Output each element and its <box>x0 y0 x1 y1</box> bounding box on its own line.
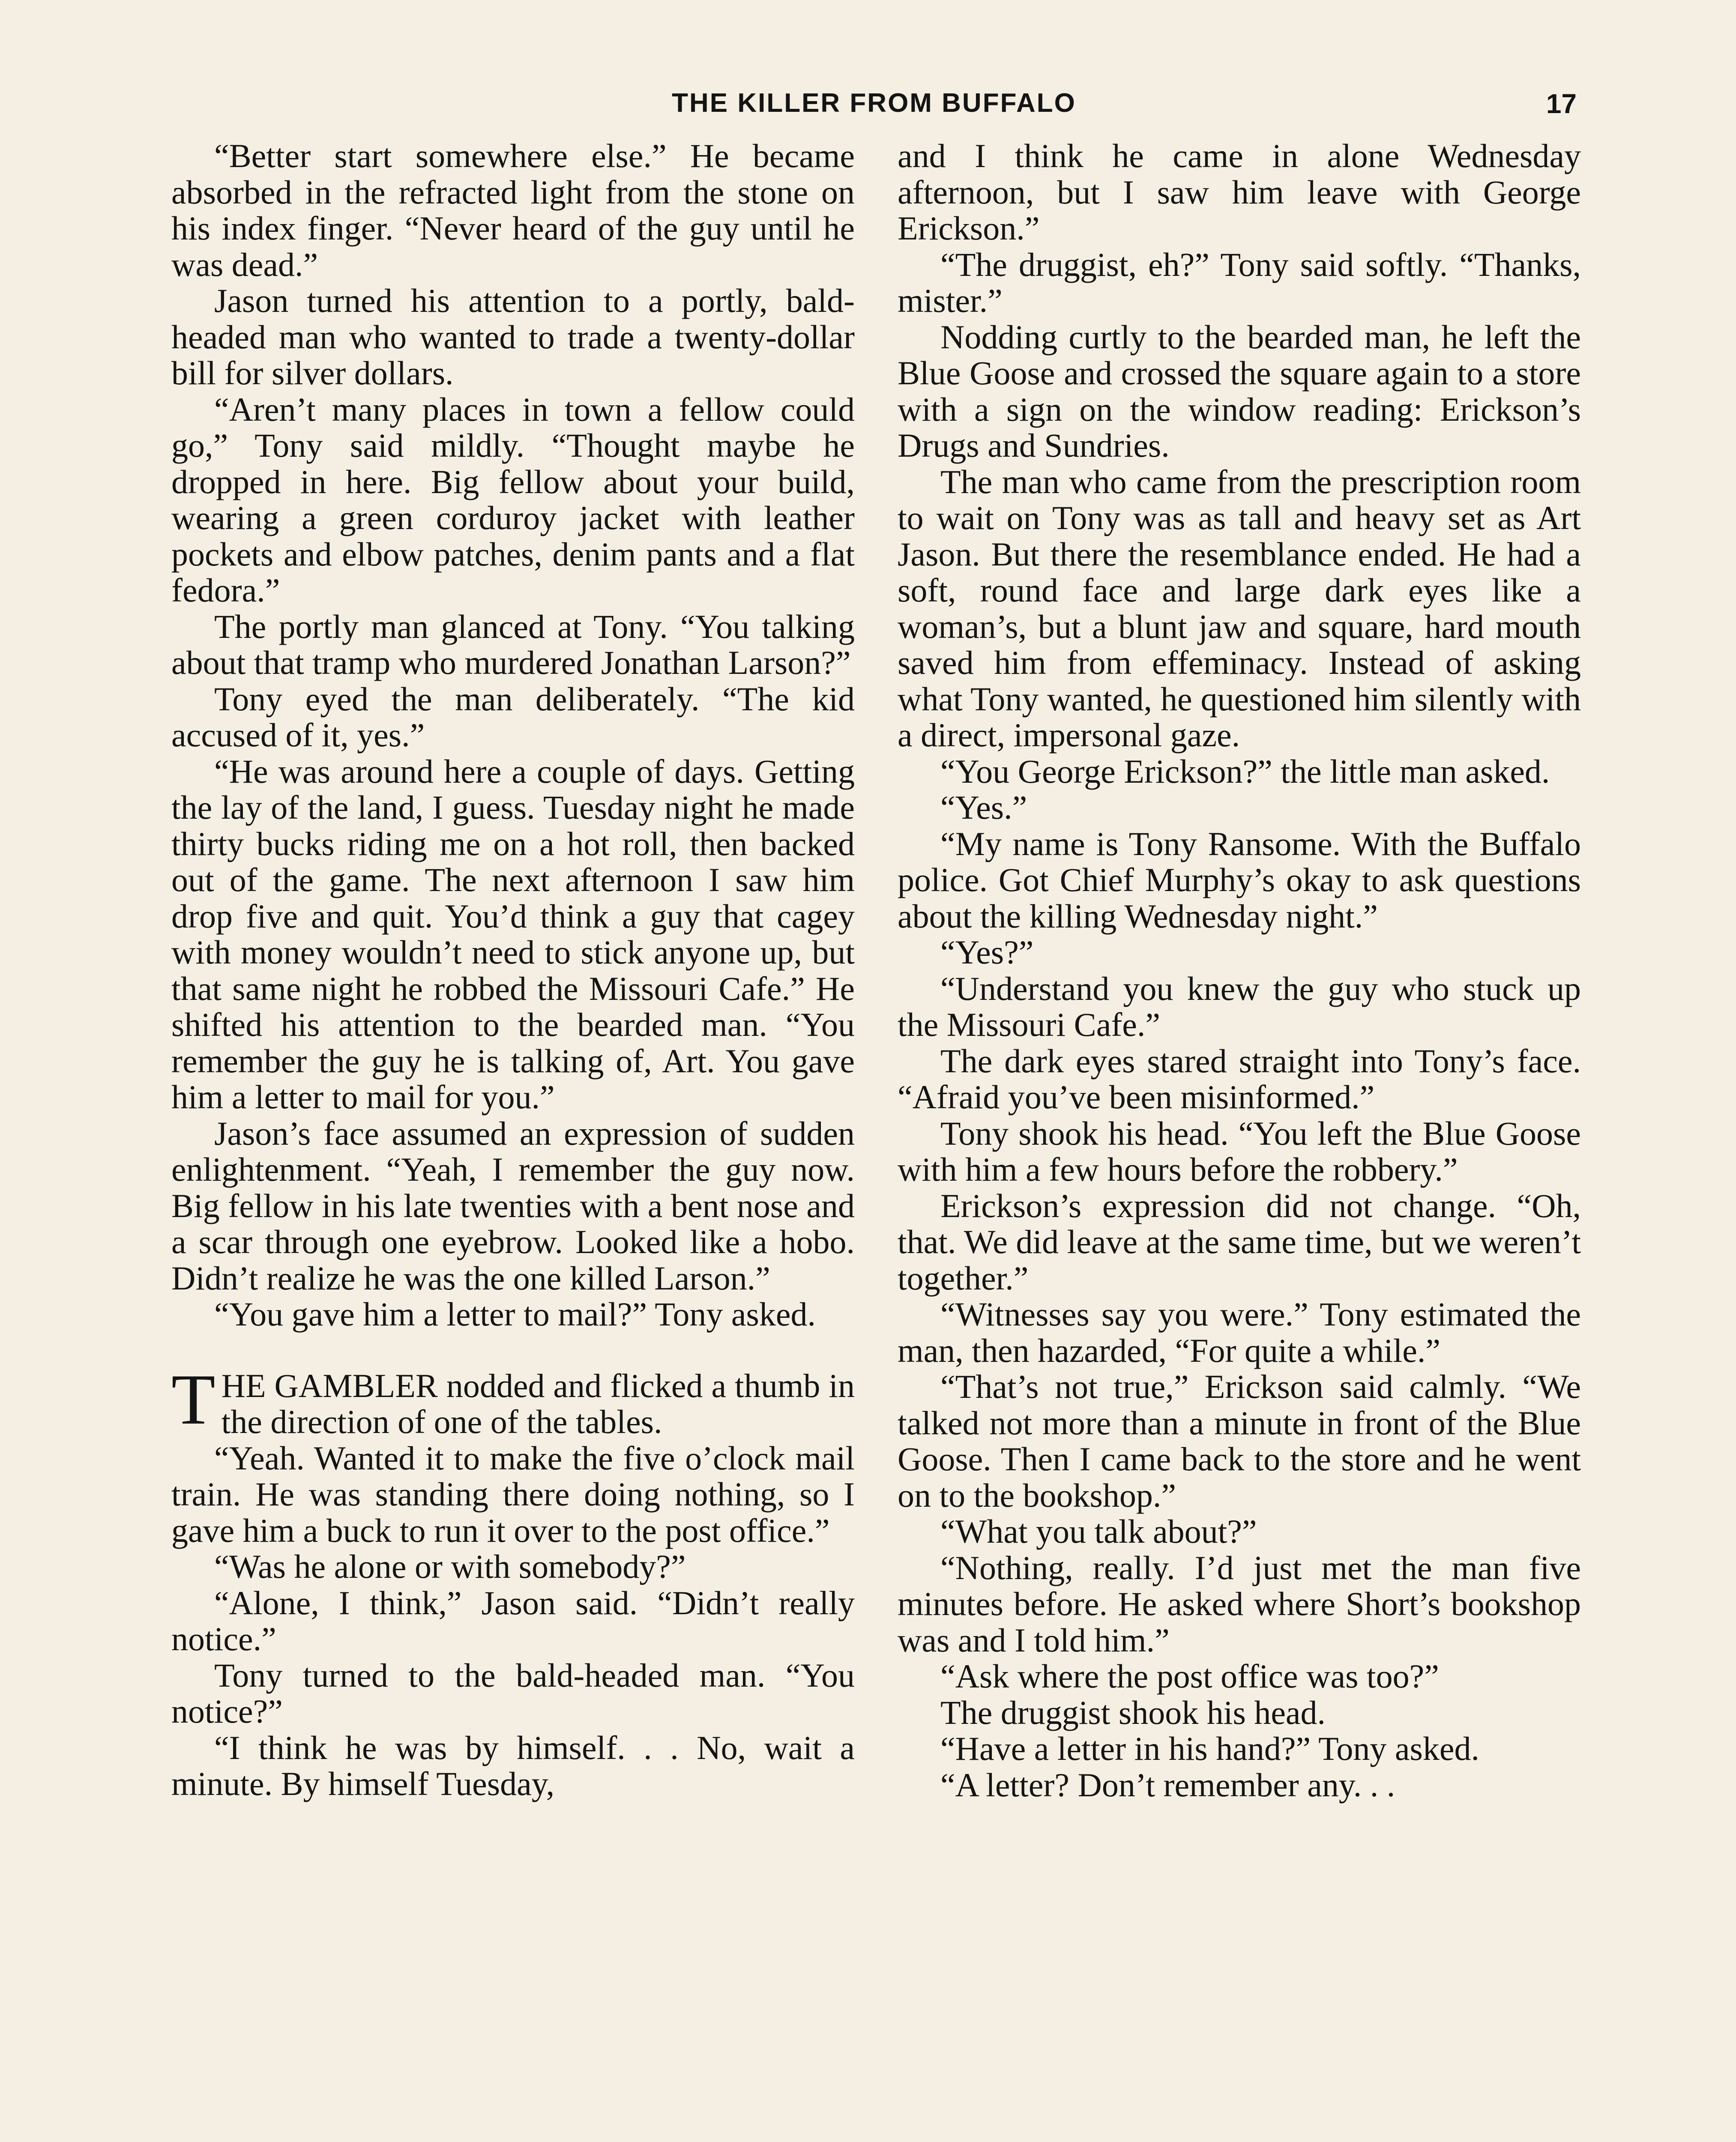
paragraph: “Aren’t many places in town a fellow could go,” Tony said mildly. “Thought maybe he dropped in here. Big fellow about your build, wearing a green corduroy jacket with leather pockets and elbow patches, denim pants and a flat fedora.” <box>171 390 855 609</box>
section-opening-paragraph <box>171 1359 855 1440</box>
paragraph: Jason’s face assumed an expression of sudden enlightenment. “Yeah, I remember the guy now. Big fellow in his late twenties with a bent nose and a scar through one eyebrow. Looked like a hobo. Didn’t realize he was the one killed Larson.” <box>171 1114 855 1297</box>
section-lead-rest: nodded and flicked a thumb in the direction of one of the tables. <box>221 1367 855 1440</box>
paragraph: “Witnesses say you were.” Tony estimated the man, then hazarded, “For quite a while.” <box>898 1295 1581 1369</box>
paragraph: The portly man glanced at Tony. “You talking about that tramp who murdered Jonathan Larson?” <box>171 607 855 681</box>
paragraph: “Yes?” <box>940 933 1034 971</box>
paragraph: Tony turned to the bald-headed man. “You notice?” <box>171 1656 855 1730</box>
paragraph: “Ask where the post office was too?” <box>940 1657 1439 1695</box>
section-lead-in: HE GAMBLER <box>221 1367 438 1404</box>
paragraph: Jason turned his attention to a portly, bald-headed man who wanted to trade a twenty-dollar bill for silver dollars. <box>171 282 855 392</box>
paragraph: The man who came from the prescription room to wait on Tony was as tall and heavy set as Art Jason. But there the resemblance ended. He had a soft, round face and large dark eyes like a woman’s, but a blunt jaw and square, hard mouth saved him from effeminacy. Instead of asking what Tony wanted, he questioned him silently with a direct, impersonal gaze. <box>898 463 1581 754</box>
paragraph: “Was he alone or with somebody?” <box>214 1548 686 1585</box>
paragraph: “Yeah. Wanted it to make the five o’clock mail train. He was standing there doing nothing, so I gave him a buck to run it over to the post office.” <box>171 1439 855 1549</box>
paragraph: “I think he was by himself. . . No, wait a minute. By himself Tuesday, <box>171 1729 855 1802</box>
page-header <box>171 88 1577 131</box>
paragraph: “You George Erickson?” the little man asked. <box>940 752 1550 790</box>
paragraph: “Understand you knew the guy who stuck up the Missouri Cafe.” <box>898 969 1581 1043</box>
running-title: THE KILLER FROM BUFFALO <box>672 88 1076 118</box>
paragraph: “Yes.” <box>940 789 1027 826</box>
paragraph: Nodding curtly to the bearded man, he left the Blue Goose and crossed the square again to a store with a sign on the window reading: Erickson’s Drugs and Sundries. <box>898 318 1581 464</box>
paragraph: “The druggist, eh?” Tony said softly. “Thanks, mister.” <box>898 245 1581 319</box>
paragraph: Tony shook his head. “You left the Blue Goose with him a few hours before the robbery.” <box>898 1114 1581 1188</box>
paragraph: “Better start somewhere else.” He became absorbed in the refracted light from the stone on his index finger. “Never heard of the guy until he was dead.” <box>171 137 855 283</box>
paragraph: “That’s not true,” Erickson said calmly. “We talked not more than a minute in front of the Blue Goose. Then I came back to the store and he went on to the bookshop.” <box>898 1368 1581 1514</box>
continued-paragraph: and I think he came in alone Wednesday afternoon, but I saw him leave with George Erickson.” <box>898 137 1581 247</box>
paragraph: “Alone, I think,” Jason said. “Didn’t really notice.” <box>171 1584 855 1657</box>
paragraph: “He was around here a couple of days. Getting the lay of the land, I guess. Tuesday night he made thirty bucks riding me on a hot roll, then backed out of the game. The next afternoon I saw him drop five and quit. You’d think a guy that cagey with money wouldn’t need to stick anyone up, but that same night he robbed the Missouri Cafe.” He shifted his attention to the bearded man. “You remember the guy he is talking of, Art. You gave him a letter to mail for you.” <box>171 752 855 1116</box>
paragraph: “My name is Tony Ransome. With the Buffalo police. Got Chief Murphy’s okay to ask questions about the killing Wednesday night.” <box>898 825 1581 935</box>
paragraph: “You gave him a letter to mail?” Tony asked. <box>214 1295 816 1333</box>
paragraph: Tony eyed the man deliberately. “The kid accused of it, yes.” <box>171 680 855 754</box>
page-number: 17 <box>1546 88 1577 119</box>
paragraph: The druggist shook his head. <box>940 1693 1326 1731</box>
drop-cap: T <box>171 1359 216 1439</box>
left-column <box>171 138 855 1802</box>
paragraph: “Nothing, really. I’d just met the man five minutes before. He asked where Short’s bookshop was and I told him.” <box>898 1549 1581 1659</box>
paragraph: “Have a letter in his hand?” Tony asked. <box>940 1730 1479 1767</box>
paragraph: The dark eyes stared straight into Tony’s face. “Afraid you’ve been misinformed.” <box>898 1042 1581 1116</box>
paragraph: “A letter? Don’t remember any. . . <box>940 1766 1395 1804</box>
paragraph: Erickson’s expression did not change. “Oh, that. We did leave at the same time, but we weren’t together.” <box>898 1187 1581 1297</box>
right-column <box>898 138 1581 1803</box>
paragraph: “What you talk about?” <box>940 1513 1257 1550</box>
